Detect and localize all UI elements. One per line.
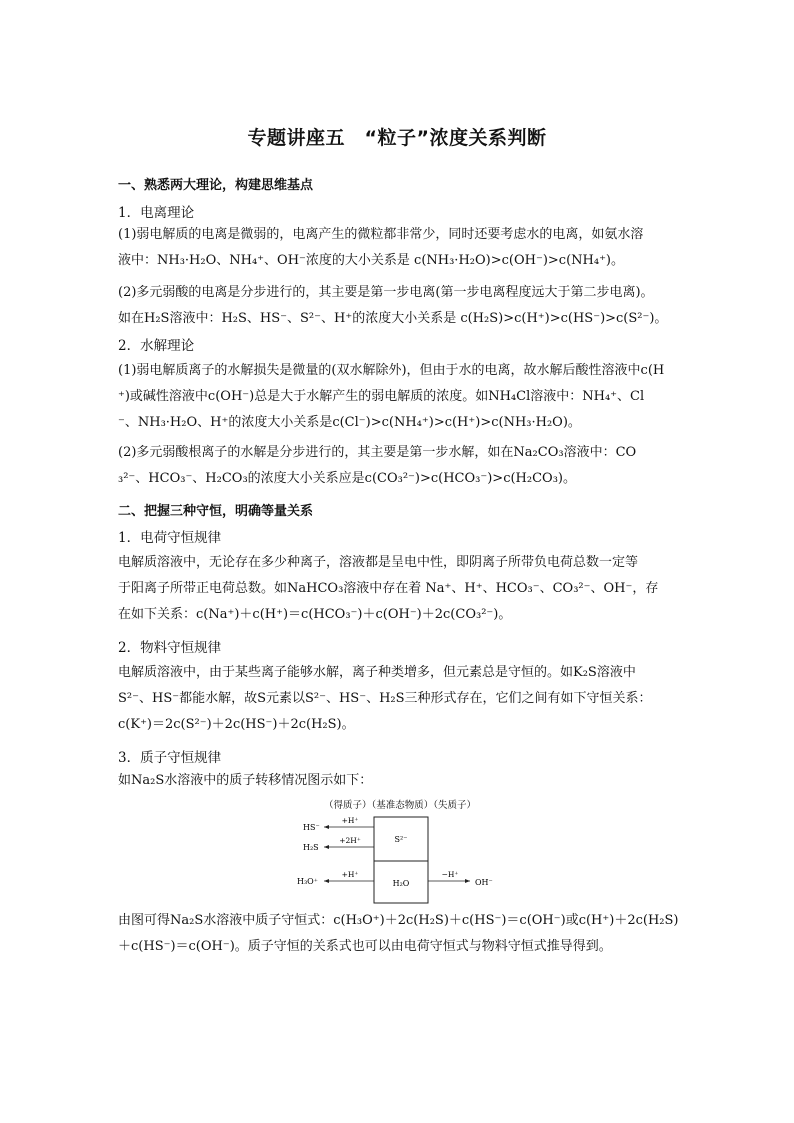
left-species-hs: HS⁻ [303, 823, 320, 832]
paragraph-ionization-1 [118, 222, 684, 274]
text-line: 于阳离子所带正电荷总数。如NaHCO₃溶液中存在着 Na⁺、H⁺、HCO₃⁻、CO₃²⁻、OH⁻，存 [118, 581, 659, 596]
section2-sub3-heading: 3．质子守恒规律 [118, 750, 222, 766]
page-title: 专题讲座五 “粒子”浓度关系判断 [247, 127, 547, 149]
text-line: 在如下关系：c(Na⁺)＋c(H⁺)＝c(HCO₃⁻)＋c(OH⁻)＋2c(CO₃²⁻)。 [118, 607, 512, 622]
text-line: (1)弱电解质离子的水解损失是微量的(双水解除外)，但由于水的电离，故水解后酸性溶液中c(H [118, 363, 665, 378]
arrow-label-plus-h-2: +H⁺ [341, 870, 359, 879]
text-line: 由图可得Na₂S水溶液中质子守恒式：c(H₃O⁺)＋2c(H₂S)＋c(HS⁻)＝c(OH⁻)或c(H⁺)＋2c(H₂S) [118, 913, 679, 928]
diagram-header: （得质子）（基准态物质）（失质子） [323, 800, 477, 811]
paragraph-material-balance [118, 660, 684, 738]
arrow-head [324, 825, 329, 829]
text-line: 液中：NH₃·H₂O、NH₄⁺、OH⁻浓度的大小关系是 c(NH₃·H₂O)>c(OH⁻)>c(NH₄⁺)。 [118, 253, 624, 268]
text-line: S²⁻、HS⁻都能水解，故S元素以S²⁻、HS⁻、H₂S三种形式存在，它们之间有如下守恒关系： [118, 691, 652, 706]
text-line: (1)弱电解质的电离是微弱的，电离产生的微粒都非常少，同时还要考虑水的电离，如氨水溶 [118, 227, 644, 242]
section1-sub1-heading: 1．电离理论 [118, 205, 195, 221]
center-species-s2: S²⁻ [394, 835, 408, 844]
text-line: (2)多元弱酸的电离是分步进行的，其主要是第一步电离(第一步电离程度远大于第二步电离)。 [118, 285, 654, 300]
center-species-h2o: H₂O [392, 879, 410, 888]
text-line: 如在H₂S溶液中：H₂S、HS⁻、S²⁻、H⁺的浓度大小关系是 c(H₂S)>c(H⁺)>c(HS⁻)>c(S²⁻)。 [118, 311, 668, 326]
arrow-label-plus-h: +H⁺ [341, 816, 359, 825]
text-line: ₃²⁻、HCO₃⁻、H₂CO₃的浓度大小关系应是c(CO₃²⁻)>c(HCO₃⁻)>c(H₂CO₃)。 [118, 471, 576, 486]
text-line: ＋c(HS⁻)＝c(OH⁻)。质子守恒的关系式也可以由电荷守恒式与物料守恒式推导得到。 [118, 939, 612, 954]
paragraph-charge-balance [118, 550, 684, 628]
text-line: ⁺)或碱性溶液中c(OH⁻)总是大于水解产生的弱电解质的浓度。如NH₄Cl溶液中：NH₄⁺、Cl [118, 389, 645, 404]
section1-sub2-heading: 2．水解理论 [118, 338, 195, 354]
proton-diagram-svg [290, 797, 510, 907]
arrow-label-plus-2h: +2H⁺ [339, 836, 361, 845]
text-line: ⁻、NH₃·H₂O、H⁺的浓度大小关系是c(Cl⁻)>c(NH₄⁺)>c(H⁺)>c(NH₃·H₂O)。 [118, 415, 581, 430]
arrow-label-minus-h: −H⁺ [441, 870, 459, 879]
text-line: c(K⁺)＝2c(S²⁻)＋2c(HS⁻)＋2c(H₂S)。 [118, 717, 355, 732]
paragraph-proton-intro [118, 768, 684, 794]
right-species-oh: OH⁻ [475, 878, 493, 887]
section2-heading: 二、把握三种守恒，明确等量关系 [118, 504, 314, 519]
arrow-head [324, 879, 329, 883]
proton-transfer-diagram [290, 797, 510, 907]
paragraph-hydrolysis-2 [118, 440, 684, 492]
text-line: 如Na₂S水溶液中的质子转移情况图示如下： [118, 773, 373, 788]
paragraph-ionization-2 [118, 280, 684, 332]
text-line: 电解质溶液中，无论存在多少种离子，溶液都是呈电中性，即阴离子所带负电荷总数一定等 [118, 555, 639, 570]
left-species-h3o: H₃O⁺ [297, 877, 318, 886]
paragraph-hydrolysis-1 [118, 358, 684, 436]
arrow-head [465, 879, 470, 883]
text-line: (2)多元弱酸根离子的水解是分步进行的，其主要是第一步水解，如在Na₂CO₃溶液中：CO [118, 445, 637, 460]
left-species-h2s: H₂S [303, 843, 319, 852]
text-line: 电解质溶液中，由于某些离子能够水解，离子种类增多，但元素总是守恒的。如K₂S溶液中 [118, 665, 636, 680]
arrow-head [324, 845, 329, 849]
section2-sub2-heading: 2．物料守恒规律 [118, 640, 222, 656]
paragraph-proton-balance [118, 908, 684, 960]
section2-sub1-heading: 1．电荷守恒规律 [118, 530, 222, 546]
section1-heading: 一、熟悉两大理论，构建思维基点 [118, 178, 314, 193]
